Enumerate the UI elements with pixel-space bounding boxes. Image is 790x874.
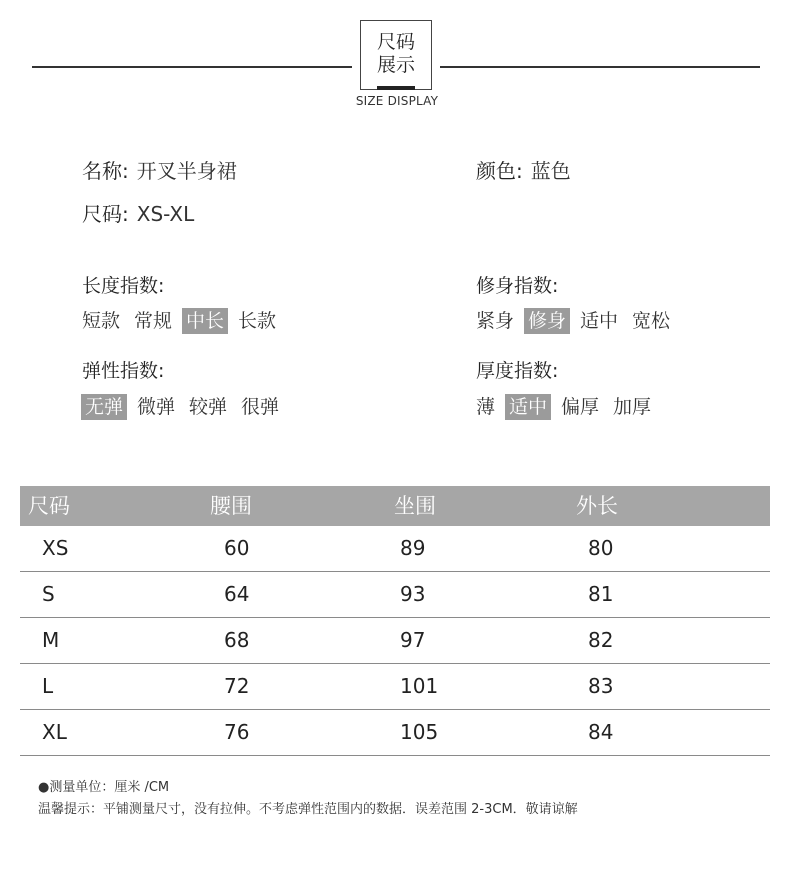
product-color-label: 颜色: <box>476 159 523 183</box>
length-option-selected: 中长 <box>182 308 228 334</box>
product-name-line <box>82 155 237 184</box>
fit-option-selected: 修身 <box>524 308 570 334</box>
table-cell-waist: 64 <box>224 582 250 606</box>
table-row <box>20 526 770 572</box>
table-cell-size: L <box>42 674 54 698</box>
header-divider-right <box>440 66 760 68</box>
product-name-value: 开叉半身裙 <box>136 159 237 183</box>
header-cell-waist: 腰围 <box>210 494 252 518</box>
thickness-option: 薄 <box>476 396 496 418</box>
table-cell-waist: 68 <box>224 628 250 652</box>
fit-option: 紧身 <box>476 310 515 332</box>
thickness-option: 加厚 <box>613 396 652 418</box>
table-cell-length: 83 <box>588 674 614 698</box>
product-size-line <box>82 198 194 227</box>
fit-option: 宽松 <box>632 310 671 332</box>
elastic-option-selected: 无弹 <box>81 394 127 420</box>
table-cell-length: 81 <box>588 582 614 606</box>
elastic-index-options <box>81 394 289 420</box>
table-row <box>20 572 770 618</box>
length-option: 短款 <box>82 310 121 332</box>
table-cell-hip: 97 <box>400 628 426 652</box>
length-index-title: 长度指数: <box>82 275 165 297</box>
product-size-label: 尺码: <box>82 202 129 226</box>
header-cell-hip: 坐围 <box>394 494 436 518</box>
table-cell-hip: 89 <box>400 536 426 560</box>
table-cell-length: 84 <box>588 720 614 744</box>
product-color-value: 蓝色 <box>530 159 571 183</box>
thickness-index-options <box>472 394 661 420</box>
size-table-header <box>20 486 770 526</box>
table-cell-hip: 101 <box>400 674 439 698</box>
measure-tip-note: 温馨提示：平铺测量尺寸，没有拉伸。不考虑弹性范围内的数据．误差范围 2-3CM．敬请谅解 <box>38 802 578 817</box>
table-cell-waist: 60 <box>224 536 250 560</box>
table-cell-size: XL <box>42 720 67 744</box>
header-subtitle: SIZE DISPLAY <box>355 94 439 108</box>
header-title-line1: 尺码 <box>376 31 415 53</box>
thickness-option: 偏厚 <box>561 396 600 418</box>
table-row <box>20 618 770 664</box>
table-cell-size: M <box>42 628 60 652</box>
size-table <box>20 486 770 756</box>
table-cell-length: 80 <box>588 536 614 560</box>
header-title-line2: 展示 <box>376 54 415 76</box>
elastic-option: 较弹 <box>189 396 228 418</box>
header-divider-left <box>32 66 352 68</box>
fit-option: 适中 <box>580 310 619 332</box>
length-option: 长款 <box>238 310 277 332</box>
table-row <box>20 710 770 756</box>
elastic-option: 微弹 <box>137 396 176 418</box>
elastic-index-title: 弹性指数: <box>82 360 165 382</box>
product-name-label: 名称: <box>82 159 129 183</box>
size-table-body <box>20 526 770 756</box>
header-title-box <box>360 20 432 90</box>
thickness-option-selected: 适中 <box>505 394 551 420</box>
header-cell-length: 外长 <box>576 494 618 518</box>
table-cell-waist: 76 <box>224 720 250 744</box>
table-cell-size: XS <box>42 536 69 560</box>
length-index-options <box>78 308 286 334</box>
table-cell-hip: 93 <box>400 582 426 606</box>
table-cell-size: S <box>42 582 55 606</box>
table-cell-waist: 72 <box>224 674 250 698</box>
measure-unit-note: ●测量单位：厘米 /CM <box>38 780 170 795</box>
table-cell-hip: 105 <box>400 720 439 744</box>
header-cell-size: 尺码 <box>28 494 70 518</box>
fit-index-options <box>472 308 680 334</box>
fit-index-title: 修身指数: <box>476 275 559 297</box>
table-row <box>20 664 770 710</box>
thickness-index-title: 厚度指数: <box>476 360 559 382</box>
length-option: 常规 <box>134 310 173 332</box>
header-underline-bar <box>377 86 415 90</box>
elastic-option: 很弹 <box>241 396 280 418</box>
table-cell-length: 82 <box>588 628 614 652</box>
product-size-value: XS-XL <box>136 202 195 226</box>
product-color-line <box>476 155 571 184</box>
